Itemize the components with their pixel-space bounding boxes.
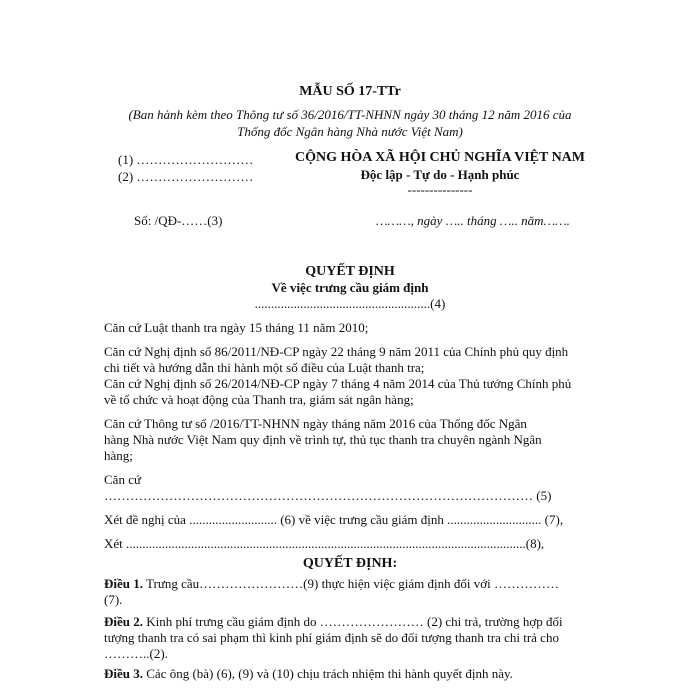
decides-title: QUYẾT ĐỊNH: [302,556,398,571]
article-2-line-2: tượng thanh tra có sai phạm thì kinh phí giám định sẽ do đối tượng thanh tra chi trả cho [104,630,559,645]
subtitle-line-1: (Ban hành kèm theo Thông tư số 36/2016/TT-NHNN ngày 30 tháng 12 năm 2016 của [128,107,572,122]
agency-line-2: (2) ……………………… [118,169,254,184]
article-3 [104,666,596,682]
article-1-label: Điều 1. [104,576,143,591]
basis-decree-26-line-2: về tổ chức và hoạt động của Thanh tra, giám sát ngân hàng; [104,392,414,407]
national-title: CỘNG HÒA XÃ HỘI CHỦ NGHĨA VIỆT NAM [294,150,585,165]
basis-decree-86-line-1: Căn cứ Nghị định số 86/2011/NĐ-CP ngày 22 tháng 9 năm 2011 của Chính phủ quy định [104,344,569,359]
place-date-line: ………, ngày ….. tháng ….. năm……. [376,213,570,228]
article-3-text: Các ông (bà) (6), (9) và (10) chịu trách nhiệm thi hành quyết định này. [143,666,513,681]
basis-circular-line-1: Căn cứ Thông tư số /2016/TT-NHNN ngày tháng năm 2016 của Thống đốc Ngân [104,416,527,431]
decision-title: QUYẾT ĐỊNH [305,264,395,279]
article-2-line-3: ………..(2). [104,646,168,661]
article-2-label: Điều 2. [104,614,143,629]
agency-line-1: (1) ……………………… [118,152,254,167]
basis-other-label: Căn cứ [104,472,142,487]
decision-subject: Về việc trưng cầu giám định [271,280,429,295]
decision-number: Số: /QĐ-……(3) [134,213,223,228]
article-1 [104,576,596,592]
basis-decree-86-line-2: chi tiết và hướng dẫn thi hành một số điều của Luật thanh tra; [104,360,425,375]
article-1-continuation: (7). [104,592,123,607]
article-3-label: Điều 3. [104,666,143,681]
basis-other-blank: ……………………………………………………………………………………… (5) [104,488,552,503]
consideration-line: Xét ...........................................................................................................................(8), [104,536,545,551]
article-1-text: Trưng cầu……………………(9) thực hiện việc giám định đối với …………… [143,576,559,591]
motto-separator: --------------- [407,182,473,197]
subtitle-line-2: Thống đốc Ngân hàng Nhà nước Việt Nam) [237,124,463,139]
basis-circular-line-3: hàng; [104,448,133,463]
decision-subject-blank: ......................................................(4) [254,296,446,311]
national-motto: Độc lập - Tự do - Hạnh phúc [360,167,520,182]
basis-circular-line-2: hàng Nhà nước Việt Nam quy định về trình tự, thủ tục thanh tra chuyên ngành Ngân [104,432,542,447]
basis-law: Căn cứ Luật thanh tra ngày 15 tháng 11 năm 2010; [104,320,369,335]
proposal-line: Xét đề nghị của ........................... (6) về việc trưng cầu giám định ............................. (7), [104,512,564,527]
article-2 [104,614,596,630]
basis-decree-26-line-1: Căn cứ Nghị định số 26/2014/NĐ-CP ngày 7 tháng 4 năm 2014 của Thủ tướng Chính phủ [104,376,572,391]
form-title: MẪU SỐ 17-TTr [299,84,401,99]
article-2-text: Kinh phí trưng cầu giám định do …………………… (2) chi trả, trường hợp đối [143,614,563,629]
